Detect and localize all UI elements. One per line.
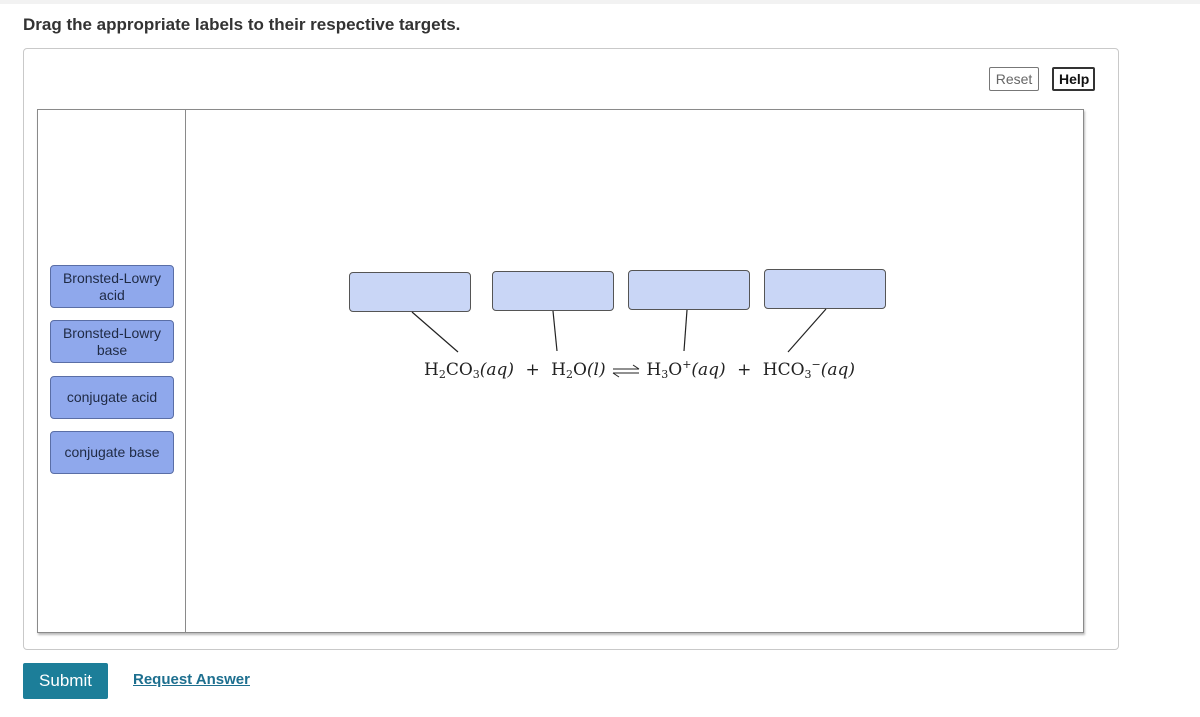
- label-text-line: acid: [99, 286, 125, 303]
- reset-button[interactable]: Reset: [989, 67, 1039, 91]
- connector-line: [684, 310, 687, 351]
- instruction-text: Drag the appropriate labels to their respective targets.: [23, 15, 461, 34]
- connector-line: [412, 312, 458, 352]
- species-h2co3: $H_2CO_3(aq)$: [424, 360, 515, 381]
- species-hco3: $HCO_3^-(aq)$: [762, 358, 856, 381]
- chemical-equation: [424, 358, 855, 381]
- label-text-line: Bronsted-Lowry: [62, 324, 162, 341]
- species-h3o: $H_3O^+(aq)$: [646, 358, 726, 381]
- request-answer-link[interactable]: Request Answer: [133, 671, 250, 688]
- submit-button[interactable]: Submit: [23, 663, 108, 699]
- species-h2o: $H_2O(l)$: [551, 360, 606, 381]
- connector-line: [788, 309, 826, 352]
- plus-sign: +: [525, 360, 540, 380]
- help-button[interactable]: Help: [1052, 67, 1095, 91]
- plus-sign: +: [737, 360, 752, 380]
- equilibrium-arrow-icon: [611, 364, 641, 378]
- label-text-line: base: [96, 341, 128, 358]
- connector-line: [553, 311, 557, 351]
- label-text-line: conjugate base: [64, 444, 160, 460]
- label-text-line: Bronsted-Lowry: [62, 269, 162, 286]
- label-text-line: conjugate acid: [66, 389, 158, 405]
